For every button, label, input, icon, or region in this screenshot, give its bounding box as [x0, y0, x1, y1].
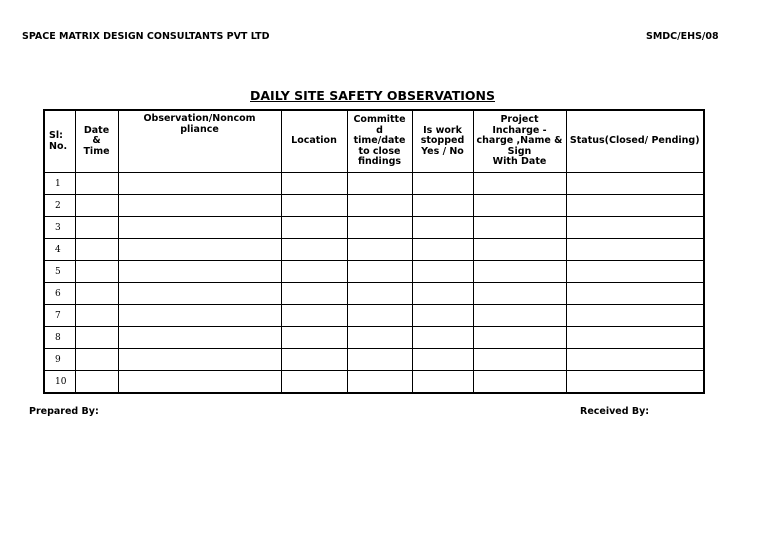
work-stopped-cell[interactable] [412, 261, 473, 283]
date-time-cell[interactable] [75, 327, 118, 349]
location-cell[interactable] [281, 283, 347, 305]
observation-cell[interactable] [118, 239, 281, 261]
location-cell[interactable] [281, 173, 347, 195]
project-incharge-cell[interactable] [473, 371, 566, 394]
table-row [44, 217, 704, 239]
column-header-date-time: Date & Time [75, 110, 118, 173]
date-time-cell[interactable] [75, 217, 118, 239]
work-stopped-cell[interactable] [412, 173, 473, 195]
table-row [44, 261, 704, 283]
received-by-label: Received By: [580, 406, 650, 417]
project-incharge-cell[interactable] [473, 217, 566, 239]
location-cell[interactable] [281, 371, 347, 394]
project-incharge-cell[interactable] [473, 327, 566, 349]
committed-time-cell[interactable] [347, 217, 412, 239]
status-cell[interactable] [566, 349, 704, 371]
committed-time-cell[interactable] [347, 349, 412, 371]
table-row [44, 195, 704, 217]
observation-cell[interactable] [118, 305, 281, 327]
location-cell[interactable] [281, 349, 347, 371]
work-stopped-cell[interactable] [412, 239, 473, 261]
committed-time-cell[interactable] [347, 283, 412, 305]
project-incharge-cell[interactable] [473, 305, 566, 327]
row-number: 3 [44, 217, 75, 239]
observation-cell[interactable] [118, 349, 281, 371]
committed-time-cell[interactable] [347, 305, 412, 327]
work-stopped-cell[interactable] [412, 217, 473, 239]
work-stopped-cell[interactable] [412, 195, 473, 217]
table-row [44, 349, 704, 371]
committed-time-cell[interactable] [347, 239, 412, 261]
location-cell[interactable] [281, 239, 347, 261]
status-cell[interactable] [566, 261, 704, 283]
status-cell[interactable] [566, 305, 704, 327]
project-incharge-cell[interactable] [473, 283, 566, 305]
date-time-cell[interactable] [75, 173, 118, 195]
observation-cell[interactable] [118, 283, 281, 305]
date-time-cell[interactable] [75, 283, 118, 305]
company-name: SPACE MATRIX DESIGN CONSULTANTS PVT LTD [22, 31, 270, 42]
observation-cell[interactable] [118, 327, 281, 349]
table-row [44, 283, 704, 305]
form-title: DAILY SITE SAFETY OBSERVATIONS [250, 88, 495, 103]
row-number: 9 [44, 349, 75, 371]
table-row [44, 371, 704, 394]
column-header-work-stopped: Is work stopped Yes / No [412, 110, 473, 173]
work-stopped-cell[interactable] [412, 283, 473, 305]
observations-table [43, 109, 705, 394]
status-cell[interactable] [566, 173, 704, 195]
column-header-location: Location [281, 110, 347, 173]
committed-time-cell[interactable] [347, 261, 412, 283]
table-row [44, 327, 704, 349]
table-row [44, 239, 704, 261]
committed-time-cell[interactable] [347, 371, 412, 394]
observation-cell[interactable] [118, 261, 281, 283]
work-stopped-cell[interactable] [412, 371, 473, 394]
row-number: 8 [44, 327, 75, 349]
status-cell[interactable] [566, 283, 704, 305]
status-cell[interactable] [566, 327, 704, 349]
row-number: 10 [44, 371, 75, 394]
location-cell[interactable] [281, 217, 347, 239]
date-time-cell[interactable] [75, 371, 118, 394]
column-header-committed-time: Committe d time/date to close findings [347, 110, 412, 173]
status-cell[interactable] [566, 195, 704, 217]
committed-time-cell[interactable] [347, 195, 412, 217]
column-header-status: Status(Closed/ Pending) [566, 110, 704, 173]
row-number: 2 [44, 195, 75, 217]
work-stopped-cell[interactable] [412, 305, 473, 327]
location-cell[interactable] [281, 327, 347, 349]
observation-cell[interactable] [118, 195, 281, 217]
row-number: 5 [44, 261, 75, 283]
column-header-sl-no: Sl: No. [44, 110, 75, 173]
column-header-project-incharge: Project Incharge - charge ,Name & Sign With Date [473, 110, 566, 173]
committed-time-cell[interactable] [347, 327, 412, 349]
header-row [44, 110, 704, 173]
date-time-cell[interactable] [75, 261, 118, 283]
table-row [44, 173, 704, 195]
date-time-cell[interactable] [75, 349, 118, 371]
date-time-cell[interactable] [75, 239, 118, 261]
row-number: 7 [44, 305, 75, 327]
date-time-cell[interactable] [75, 195, 118, 217]
project-incharge-cell[interactable] [473, 349, 566, 371]
status-cell[interactable] [566, 239, 704, 261]
project-incharge-cell[interactable] [473, 261, 566, 283]
project-incharge-cell[interactable] [473, 239, 566, 261]
prepared-by-label: Prepared By: [29, 406, 99, 417]
location-cell[interactable] [281, 261, 347, 283]
table-row [44, 305, 704, 327]
work-stopped-cell[interactable] [412, 327, 473, 349]
location-cell[interactable] [281, 195, 347, 217]
row-number: 1 [44, 173, 75, 195]
row-number: 6 [44, 283, 75, 305]
date-time-cell[interactable] [75, 305, 118, 327]
committed-time-cell[interactable] [347, 173, 412, 195]
work-stopped-cell[interactable] [412, 349, 473, 371]
document-code: SMDC/EHS/08 [646, 31, 719, 42]
project-incharge-cell[interactable] [473, 195, 566, 217]
status-cell[interactable] [566, 217, 704, 239]
status-cell[interactable] [566, 371, 704, 394]
project-incharge-cell[interactable] [473, 173, 566, 195]
observation-cell[interactable] [118, 217, 281, 239]
observation-cell[interactable] [118, 371, 281, 394]
location-cell[interactable] [281, 305, 347, 327]
row-number: 4 [44, 239, 75, 261]
column-header-observation: Observation/Noncom pliance [118, 110, 281, 173]
observation-cell[interactable] [118, 173, 281, 195]
